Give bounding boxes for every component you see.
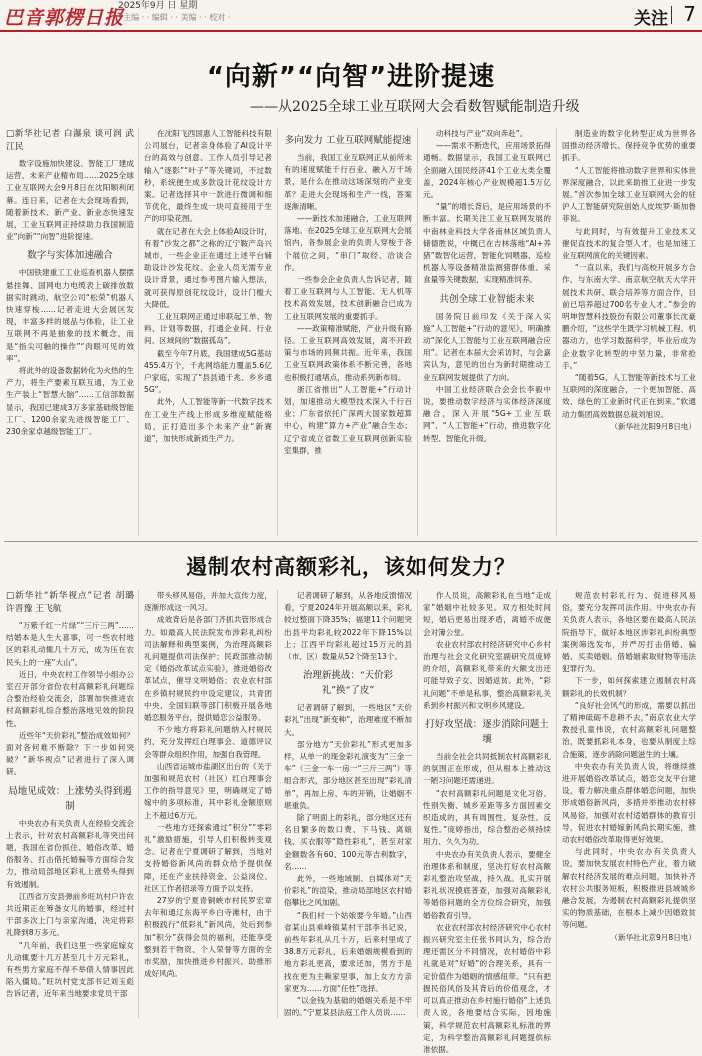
paragraph: 中国工业经济联合会会长李毅中说，要推动数字经济与实体经济深度融合，深入开展“5G+工业互联网”、“人工智能+”行动，推进数字化转型、智能化升级。 [423, 384, 551, 443]
paragraph: 浙江省推出“人工智能+”行动计划，加速推动大模型技术深入千行百业；广东省依托广深两大国家数超算中心，构建“算力+产业”融合生态；辽宁省成立省数工业互联网创新实验室集群，推 [284, 384, 412, 455]
paragraph: 部分地方“天价彩礼”形式更加多样，从单一的现金彩礼演变为“三金一车”（三金一车一房一“三斤三两”）等组合形式，部分地区甚至出现“彩礼清单”，再加上房、车的开销，让婚姻不堪重负。 [284, 739, 412, 810]
paragraph: 下一步，如何探索建立遏制农村高额彩礼的长效机制？ [562, 676, 696, 698]
paragraph: 规范农村彩礼行为、促进移风易俗，要充分发挥司法作用。中央农办有关负责人表示，各地区要在最高人民法院指导下，做好本地区涉彩礼纠纷典型案例筛选发布，并严厉打击借婚、骗婚、买卖婚姻、借婚姻索取财物等违法犯罪行为。 [562, 591, 696, 674]
issue-info [118, 1, 230, 23]
article-divider [4, 541, 698, 542]
paragraph: 数字设施加快建设、智能工厂建成运营、未来产业精布局……2025全球工业互联网大会9月8日在沈阳顺利闭幕。连日来，记者在大会现场看到，随着新技术、新产业、新业态快速发展，工业互联网正持续助力我国制造业“向新”“向智”进阶提速。 [6, 159, 134, 242]
page-number-separator [671, 6, 672, 24]
column-rule [138, 590, 139, 1018]
article2-section-heading-1: 局地见成效：上涨势头得到遏制 [8, 785, 132, 812]
article2-column-2 [144, 590, 272, 1020]
article2-source: （新华社北京9月8日电） [610, 932, 696, 942]
paragraph: 记者调研了解到，从各地反馈情况看，宁夏2024年开展高额以来，彩礼较过整面下降35%；福建11个问题突出县平均彩礼较2022年下降15%以上；江西平均彩礼超过15万元的县（市、区）数量从52个降至13个。 [284, 591, 412, 662]
paragraph: 农业农村部农村经济研究中心乡村治理与社会文化研究室副研究员庞婷的介绍，高额彩礼带来的大额支出还可能导致子女、因婚返贫。此外，“彩礼问题”不单是私事，整治高额彩礼关系到乡村振兴和文明乡风建设。 [423, 639, 551, 710]
paragraph: 一些地方还探索通过“积分”“零彩礼”激励措施，引导人们积极转变观念。记者在宁夏调研了解到，当地对支持婚俗新风尚的群众给予提供保障，还在产业扶持资金、公益岗位、社区工作者招录等方面予以支持。 [144, 822, 272, 893]
paragraph: 除了明面上的彩礼，部分地区还有名目繁多的数口费、下马钱、离娘钱、买衣服等“隐性彩礼”，甚至对家金额数各有60、100元等吉利数字，名…… [284, 813, 412, 871]
paragraph: 中央农办有关负责人在经验交流会上表示，针对农村高额彩礼等突出问题，我国在省份抓住、婚俗改革、婚俗服务、打击借托婚骗等方面综合发力，推动局部地区彩礼上涨势头得到有效遏制。 [6, 818, 134, 889]
paragraph: 中央农办有关负责人说，将继续推进开展婚俗改革试点，婚恋交友平台建设，着力解决重点群体婚恋问题，加快形成婚俗新风尚，多措并举推动农村移风易俗，加强对农村适婚群体的教育引导，促进农村婚嫁新风尚长期实施，推动农村婚俗改革取得更好效果。 [562, 761, 696, 845]
paragraph: 当前全社会共同抵制农村高额彩礼的氛围正在形成，但从根本上推动这一陋习问题还需递进。 [423, 752, 551, 786]
article1-column-5 [562, 128, 696, 538]
paragraph: 在沈阳飞西国惠人工智能科技有限公司展台，记者亲身体验了AI设计平台的高效与创意。工作人员引导记者输入“逐影”“叶子”等关键词，不过数秒，系统便生成多款设计花纹设计方案。记者选择其中一款进行微调和细节优化，最终生成一块可直接用于生产的印染花图。 [144, 129, 272, 224]
column-rule [556, 128, 557, 536]
paragraph: “以金钱为基础的婚姻关系是不牢固的。”宁夏某县法庭工作人员说…… [284, 996, 412, 1018]
issue-date: 2025年9月 日 星期 [118, 1, 198, 11]
page-header [0, 0, 702, 32]
paragraph: 中国铁建重工工业巡查机器人摆摆悬挂舞、国网电力电缆表上碳排放数据实时跳动、航空公司“松荣”机器人快速穿梭……记者走进大会展区发现，丰富多样的展品与体验，让工业互联网不再是抽象的技术概念，而是“指尖可触的操作”“肉眼可见的效率”。 [6, 268, 134, 363]
column-rule [277, 128, 278, 536]
paragraph: 带头移风易俗，并加大宣传力度，逐渐形成这一风习。 [144, 591, 272, 613]
paragraph: 近些年“天价彩礼”整治成效如何？面对各何难不断除？下一步如何突破？“新华视点”记者进行了深入调研。 [6, 730, 134, 777]
article1-headline: “向新”“向智”进阶提速 [206, 62, 496, 92]
section-label: 关注 [634, 9, 668, 29]
paragraph: 记者调研了解到，一些地区“天价彩礼”出现“新变种”，治理难度不断加大。 [284, 703, 412, 737]
article1-section-heading-3: 共创全球工业智能未来 [439, 293, 535, 305]
article2-column-5 [562, 590, 696, 1020]
paragraph: “量”的增长背后，是应用场景的不断丰富。长期关注工业互联网发展的中南林业科技大学各南林区域负责人储德胜说，中概已在吉林落地“AI+养猪”数智化运营，智能化饲喂器、巡检机器人等设备精准监测猪群体重、采食量等关键数据，实现精准饲养。 [423, 202, 551, 285]
article1-column-4 [423, 128, 551, 538]
paragraph: “我们村一个姑娘要今年婚。”山西省某山县乘峰镇某村干部李书记说，前些年彩礼从几十万，后来村里成了38.8万元彩礼，后来婚姻规模看到的地方彩礼更高，要求还加，男方于是找在更为主赖家里事，加上女方方亲家更为……方面“任性”选择。 [284, 910, 412, 993]
paragraph: 动科技与产业“双向奔赴”。 [435, 129, 528, 138]
column-rule [417, 590, 418, 1018]
article2-column-4 [423, 590, 551, 1054]
article1-column-2 [144, 128, 272, 538]
paragraph: 近日，中央农村工作领导小组办公室召开部分省份农村高额彩礼问题综合整治经验交流会，部署加快推进农村高额彩礼综合整治落地见效的阶段性。 [6, 669, 134, 728]
paragraph: “随着5G、人工智能等新技术与工业互联网的深度融合，一个更加智能、高效、绿色的工业新时代正在到来。”软通动力集团高效数据总裁刘旭说。 [562, 373, 696, 419]
paragraph: 此外，人工智能等新一代数字技术在工业生产线上形成多维度赋能格局，正打造出多个未来产业“新赛道”，加快形成新质生产力。 [144, 397, 272, 444]
paragraph: “几年前，我们这里一些家庭嫁女儿动辄要十几万甚至几十万元彩礼，有些男方家庭不得不举债人情事因此陷入僵局。”旺坑村党支部书记刘玉彪告诉记者，近年来当地要求党员干部 [6, 940, 134, 999]
paragraph: 国务院日前印发《关于深入实施“人工智能+”行动的意见》，明确推动“深化人工智能与工业互联网融合应用”。记者在本届大会采访时，与会嘉宾认为，意见的出台为新时期推动工业互联网发展提供了方向。 [423, 311, 551, 382]
article1-column-3 [284, 128, 412, 538]
paragraph: 山西省运城市盐湖区出台的《关于加强和规范农村（社区）红白理事会工作的指导意见》里，明确规定了婚嫁中的多项标准，其中彩礼金额原则上不超过6万元。 [144, 761, 272, 820]
paragraph: 不少地方将彩礼问题纳入村规民约，充分发挥红白理事会、道德评议会等群众组织作用，加强自我管理。 [144, 725, 272, 759]
paragraph: ——新技术加速融合，工业互联网落地。在2025全球工业互联网大会展馆内，各参展企业的负责人穿梭于各个展位之间，“串门”取经、洽谈合作。 [284, 214, 412, 272]
column-rule [417, 128, 418, 536]
paragraph: 将此外的设备数据转化为火热的生产力，将生产要素互联互通，为工业生产装上“智慧大脑”……工信部数据显示，我国已建成3万多家基础级智能工厂、1200余家先进级智能工厂、230余家卓越级智能工厂。 [6, 366, 134, 437]
paragraph: 截至今年7月底，我国建成5G基站455.4万个，千兆网络能力覆盖5.6亿户家庭，实现了“县县通千兆、乡乡通5G”。 [144, 348, 272, 395]
paragraph: 农业农村部农村经济研究中心农村振兴研究室主任张书同认为，综合治理还需区分不同情况，农村婚俗中彩礼就是对“好婚”的合理关系，具有一定价值作为婚姻的情感纽带。“只有把握民俗风俗及其背后的价值观念，才可以真正推动在乡村施行婚俗”上述负责人说，各地要结合实际，因地施策，科学规范农村高额彩礼标准的界定，为科学整治高额彩礼问题提供标准依据。 [423, 922, 551, 1054]
paragraph: 与此同时，中央农办有关负责人说，要加快发展农村特色产业，着力破解农村经济发展的难点问题，加快补齐农村公共服务短板，积极推进县域城乡融合发展，为遏制农村高额彩礼提供坚实的物质基础，在根本上减少因婚致贫等问题。 [562, 847, 696, 930]
paragraph: 作人员说，高额彩礼在当地“走成家”婚姻中社较多见。双方相处时间短，婚后更易出现矛盾，离婚不成便会对簿公堂。 [423, 591, 551, 637]
paragraph: “农村高额彩礼问题是文化习俗、性别失衡、城乡差距等多方面因素交织造成的，具有周围性、复杂性、反复性。”庞婷指出，综合整治必须持续用力、久久为功。 [423, 788, 551, 847]
column-rule [556, 590, 557, 1018]
newspaper-masthead: 巴音郭楞日报 [4, 7, 125, 29]
article1-column-1 [6, 128, 134, 538]
paragraph: 一些参会企业负责人告诉记者，随着工业互联网与人工智能、无人机等技术高效发展，技术创新融合已成为工业互联网发展的重要抓手。 [284, 275, 412, 321]
paragraph: 制造业的数字化转型正成为世界各国推动经济增长、保持竞争优势的重要抓手。 [562, 129, 696, 163]
paragraph: 江西省万安县弹前乡旺坑村户许农共近期正在筹备女儿的婚事，经过村干部多次上门与亲家沟通，决定将彩礼降到8万多元。 [6, 891, 134, 938]
paragraph: “良好社会风气的形成，需要以抓出了精神砥砺不息耕不去，”南京农业大学教授孔童伟说，农村高额彩礼问题整治，既要抓彩礼本身，也要从制度上综合施策，逐步消除问题滋生的土壤。 [562, 700, 696, 759]
paragraph: 当前，我国工业互联网正从前所未有的速度赋能千行百业、融入万千场景，是什么在推动这场深刻的产业变革？走进大会现场和生产一线，答案逐渐清晰。 [284, 153, 412, 211]
article1-section-heading-1: 数字与实体加速融合 [27, 250, 113, 262]
article2-section-heading-2: 治理新挑战：“天价彩礼”换“了皮” [302, 670, 394, 697]
paragraph: ——需求不断迭代，应用场景拓得通畅。数据显示，我国工业互联网已全面融入国民经济41个工业大类全覆盖，2024年核心产业规模超1.5万亿元。 [423, 141, 551, 200]
article1-byline: □新华社记者 白瀑泉 谈可润 武江民 [6, 129, 134, 152]
paragraph: 工业互联网正通过串联起工单、物料、计划等数据，打通企业间、行业间、区域间的“数据孤岛”。 [144, 312, 272, 346]
paragraph: “人工智能将推动数字世界和实体世界深度融合，以此来助推工业进一步发展。”首次参加全球工业互联网大会的驻沪人工智能研究院创始人皮埃罗·斯加鲁菲说。 [562, 165, 696, 224]
paragraph: 中央农办有关负责人表示，要健全治理体系和制度，坚决打好农村高额彩礼整治攻坚战，持久战。扎实开展彩礼状况摸底普查，加强对高额彩礼等婚俗问题的全方位综合研究，加强婚俗教育引导。 [423, 849, 551, 920]
article1-source: （新华社沈阳9月8日电） [610, 421, 696, 431]
page-number: 7 [683, 2, 696, 26]
paragraph: 与此同时，与有效提升工业技术又催促直技术的复合型人才，也是加速工业互联网演化的关键因素。 [562, 226, 696, 261]
paragraph: “万紫千红一片绿”“三斤三两”……结婚本是人生大喜事，可一些农村地区的彩礼动辄几十万元，成为压在农民头上的一座“大山”。 [6, 621, 134, 667]
column-rule [277, 590, 278, 1018]
article1-section-heading-2: 多向发力 工业互联网赋能提速 [284, 135, 412, 146]
paragraph: 成效背后是各部门齐抓共管形成合力。如最高人民法院发布涉彩礼纠纷司法解释和典型案例，为治理高额彩礼问题提供司法保护；民政部推动制定《婚俗改革试点实验》，推进婚俗改革试点，催导文明婚俗；农业农村部在乡镇村规民约中设定建议，共青团中央、全国妇联等部门积极开展各地婚恋服务平台，提供婚恋公益服务。 [144, 615, 272, 723]
article2-section-heading-3: 打好攻坚战：逐步消除问题土壤 [425, 719, 549, 746]
paragraph: 27岁的宁夏青铜峡市村民罗宏章去年和通辽东海平乡白寺滩村，由于积极践行“低彩礼”新风尚，处后到参加“积分”获得会员的福利，还能享受整到若干物资、个人荣誉等方面的全市奖励，加快推进乡村振兴、助推形成好风尚。 [144, 896, 272, 979]
article2-column-3 [284, 590, 412, 1020]
paragraph: 此外，一些地域制、自媒体对“天价彩礼”的渲染，推动局部地区农村婚俗攀比之风加剧。 [284, 874, 412, 908]
article2-byline: □新华社“新华视点”记者 胡璐 许晋豫 王飞航 [6, 591, 134, 614]
article2-column-1 [6, 590, 134, 1020]
paragraph: 就在记者在大会上体验AI设计时，有着“沙发之都”之称的辽宁鞍产岛兴城市，一些企业正在通过上述平台辅助设计沙发花纹。企业人员无需专业设计背景，通过参考图片输入想法，就可获得原创花纹设计，设计门槛大大降低。 [144, 226, 272, 309]
paragraph: ——政策精准赋能，产业升级有路径。工业互联网高效发展，离不开政策与市场的同频共振。近年来，我国工业互联网政策体系不断完善，各地也积极打通堵点，推动系列新布局。 [284, 323, 412, 382]
column-rule [138, 128, 139, 536]
issue-editors: · 主编 · · 编辑 · · 美编 · · 校对 · [118, 13, 231, 22]
article2-headline: 遏制农村高额彩礼，该如何发力？ [186, 554, 516, 579]
paragraph: “一直以来，我们与高校开展多方合作，与东南大学、南京航空航天大学开展技术共研、联合培养等方面合作，目前已培养超过700名专业人才。”参会的明坤智慧科技股份有限公司董事长沈豪鹏介绍，“这些学生既学习机械工程、机器动力，也学习数据科学，毕业后成为企业数字化转型的中坚力量，非常抢手。” [562, 263, 696, 370]
article1-subheadline: ——从2025全球工业互联网大会看数智赋能制造升级 [250, 99, 580, 115]
